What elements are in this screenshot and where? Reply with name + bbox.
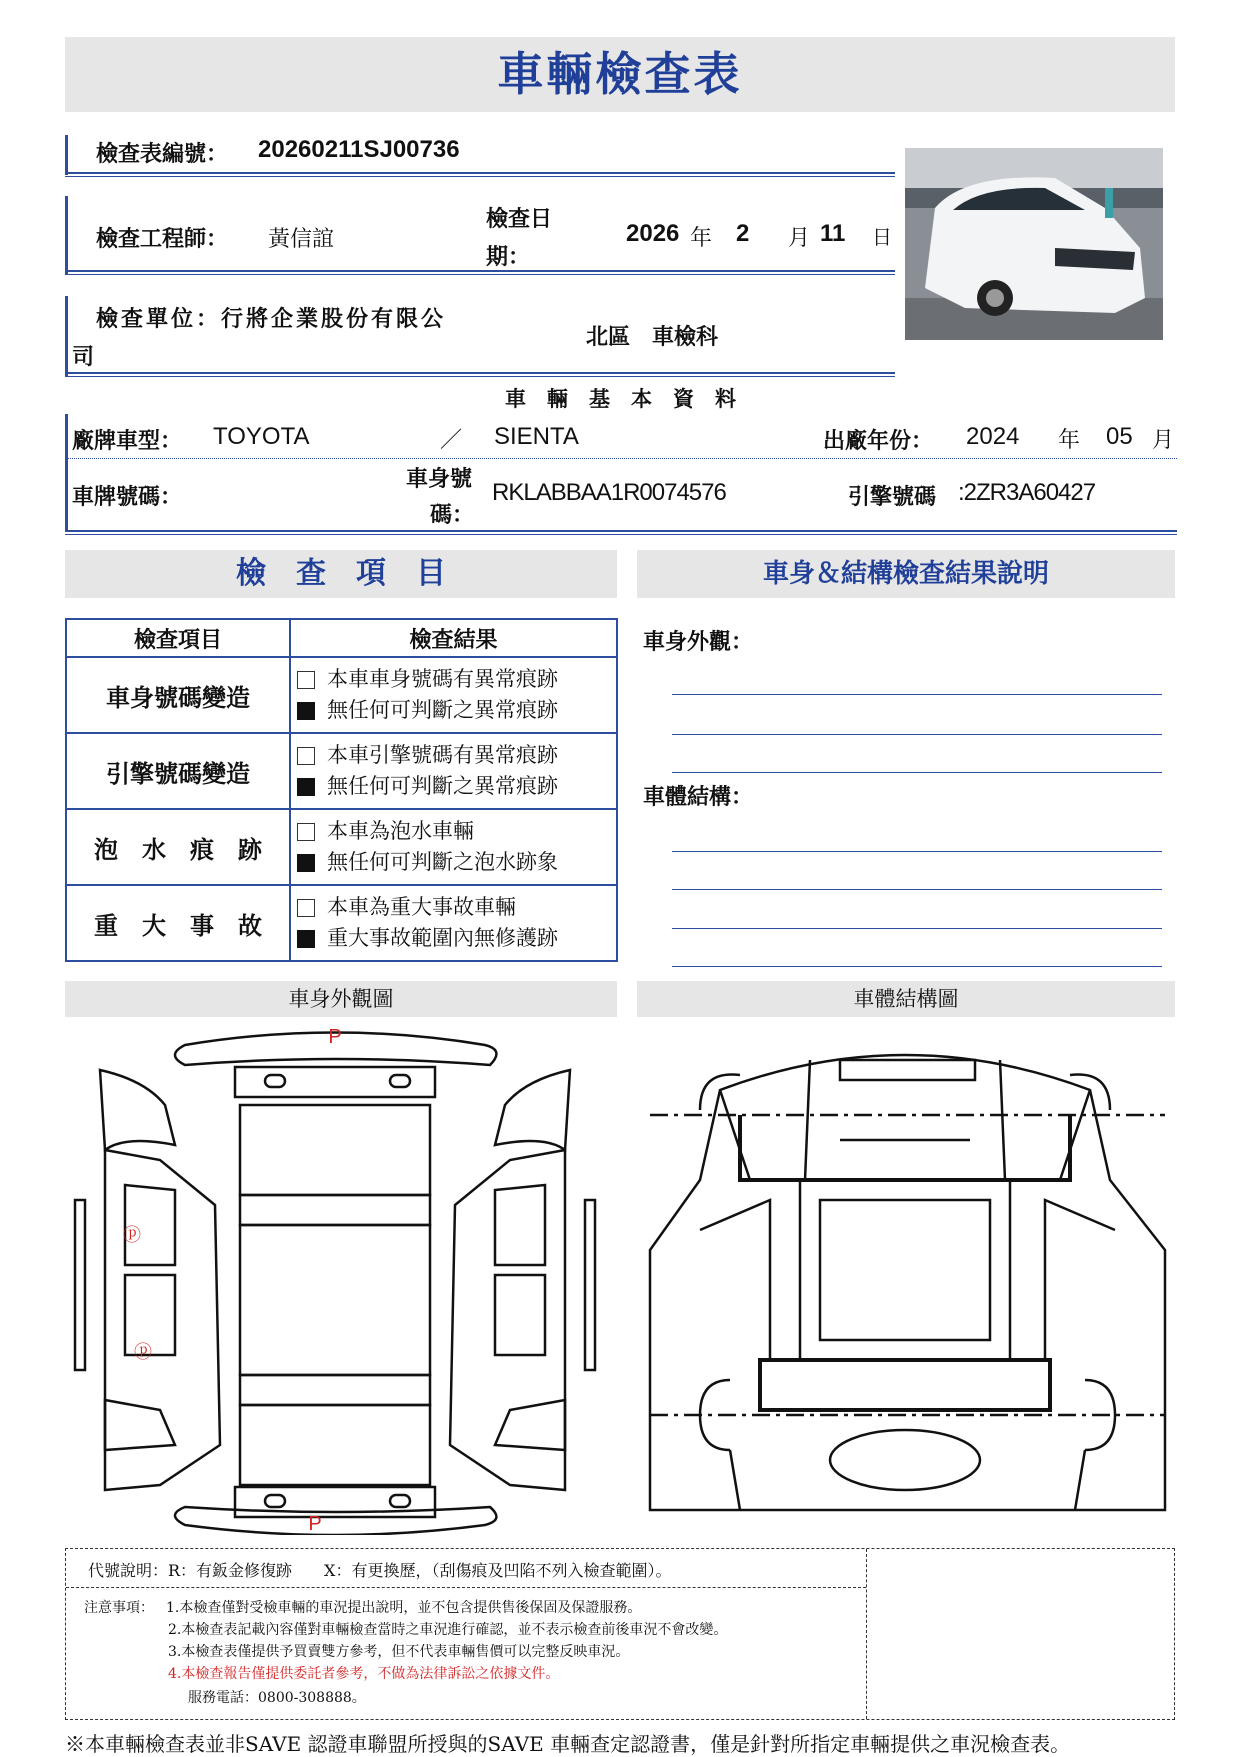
checkbox-checked[interactable] bbox=[297, 930, 315, 948]
divider bbox=[65, 172, 895, 174]
table-row: 重 大 事 故 本車為重大事故車輛 重大事故範圍內無修護跡 bbox=[66, 885, 617, 961]
date-year: 2026 bbox=[626, 220, 680, 247]
make-separator: ／ bbox=[440, 428, 463, 453]
structure-diagram-header bbox=[637, 981, 1175, 1017]
result-section-title: 車身＆結構檢查結果說明 bbox=[762, 559, 1049, 589]
note-item-warning: 4.本檢查報告僅提供委託者參考，不做為法律訴訟之依據文件。 bbox=[168, 1666, 560, 1682]
row-item: 車身號碼變造 bbox=[106, 683, 250, 712]
exterior-label: 車身外觀： bbox=[643, 630, 754, 655]
divider bbox=[65, 270, 895, 272]
year-label: 出廠年份： bbox=[823, 429, 934, 454]
mfg-year: 2024 bbox=[966, 423, 1020, 450]
date-month-unit: 月 bbox=[788, 226, 811, 251]
checkbox-checked[interactable] bbox=[297, 702, 315, 720]
divider bbox=[65, 274, 895, 275]
engineer-label: 檢查工程師： bbox=[96, 227, 229, 252]
date-day-unit: 日 bbox=[872, 225, 892, 249]
unit-row bbox=[65, 296, 898, 376]
mark-p-small: ⓟ bbox=[123, 1225, 141, 1246]
divider bbox=[866, 1549, 867, 1719]
form-no-label: 檢查表編號： bbox=[96, 142, 229, 167]
checkbox[interactable] bbox=[297, 747, 315, 765]
vin-label-1: 車身號 bbox=[406, 467, 473, 492]
mfg-month: 05 bbox=[1106, 423, 1133, 450]
mark-p-upper: P bbox=[328, 1026, 342, 1048]
divider bbox=[65, 176, 895, 177]
structure-diagram[interactable] bbox=[640, 1030, 1175, 1530]
note-line bbox=[672, 889, 1162, 890]
divider bbox=[65, 530, 1177, 532]
table-row: 引擎號碼變造 本車引擎號碼有異常痕跡 無任何可判斷之異常痕跡 bbox=[66, 733, 617, 809]
form-no: 20260211SJ00736 bbox=[258, 136, 460, 163]
form-no-row bbox=[65, 135, 898, 175]
note-item: 1.本檢查僅對受檢車輛的車況提出說明，並不包含提供售後保固及保證服務。 bbox=[166, 1600, 642, 1616]
plate-label: 車牌號碼： bbox=[72, 485, 183, 510]
note-line bbox=[672, 851, 1162, 852]
model: SIENTA bbox=[494, 423, 579, 450]
row-item: 重 大 事 故 bbox=[94, 911, 262, 940]
engineer-name: 黃信誼 bbox=[268, 227, 335, 252]
checkbox-checked[interactable] bbox=[297, 778, 315, 796]
divider bbox=[65, 534, 1177, 535]
date-label-1: 檢查日 bbox=[486, 207, 553, 232]
date-month: 2 bbox=[736, 220, 750, 247]
unit-label-1: 檢查單位：行將企業股份有限公 bbox=[96, 307, 447, 332]
note-line bbox=[672, 928, 1162, 929]
engine-no: :2ZR3A60427 bbox=[958, 479, 1096, 506]
note-line bbox=[672, 772, 1162, 773]
checkbox[interactable] bbox=[297, 823, 315, 841]
table-row: 車身號碼變造 本車車身號碼有異常痕跡 無任何可判斷之異常痕跡 bbox=[66, 657, 617, 733]
make-label: 廠牌車型： bbox=[72, 429, 183, 454]
row-item: 引擎號碼變造 bbox=[106, 759, 250, 788]
note-line bbox=[672, 694, 1162, 695]
title-bar bbox=[65, 37, 1175, 112]
footer-note: ※本車輛檢查表並非SAVE 認證車聯盟所授與的SAVE 車輛查定認證書，僅是針對所指定車輛提供之車況檢查表。 bbox=[65, 1732, 1071, 1756]
exterior-diagram[interactable] bbox=[65, 1025, 617, 1535]
checkbox-checked[interactable] bbox=[297, 854, 315, 872]
basic-data-title: 車 輛 基 本 資 料 bbox=[505, 387, 736, 411]
make: TOYOTA bbox=[213, 423, 310, 450]
mark-p-lower: P bbox=[308, 1513, 322, 1535]
checkbox[interactable] bbox=[297, 899, 315, 917]
table-head-item: 檢查項目 bbox=[66, 619, 290, 657]
exterior-diagram-title: 車身外觀圖 bbox=[288, 987, 394, 1011]
vin-label-2: 碼： bbox=[430, 503, 475, 528]
basic-data-box bbox=[65, 414, 1180, 532]
vin: RKLABBAA1R0074576 bbox=[492, 479, 726, 506]
note-line bbox=[672, 966, 1162, 967]
mfg-month-unit: 月 bbox=[1152, 428, 1175, 453]
engine-label: 引擎號碼 bbox=[848, 485, 937, 510]
note-item: 3.本檢查表僅提供予買賣雙方參考，但不代表車輛售價可以完整反映車況。 bbox=[168, 1644, 630, 1660]
note-item: 2.本檢查表記載內容僅對車輛檢查當時之車況進行確認，並不表示檢查前後車況不會改變。 bbox=[168, 1622, 728, 1638]
inspect-section-header bbox=[65, 550, 617, 598]
car-photo bbox=[905, 148, 1163, 340]
inspection-table bbox=[65, 618, 618, 962]
notes-box bbox=[65, 1548, 1175, 1720]
divider bbox=[65, 458, 1177, 459]
page-title: 車輛檢查表 bbox=[497, 47, 743, 101]
structure-diagram-title: 車體結構圖 bbox=[853, 987, 959, 1011]
checkbox[interactable] bbox=[297, 671, 315, 689]
notes-title: 注意事項： bbox=[84, 1600, 154, 1616]
result-section-header bbox=[637, 550, 1175, 598]
divider bbox=[65, 376, 895, 377]
table-row: 泡 水 痕 跡 本車為泡水車輛 無任何可判斷之泡水跡象 bbox=[66, 809, 617, 885]
note-line bbox=[672, 734, 1162, 735]
unit-label-2: 司 bbox=[72, 345, 95, 370]
mark-p-small: ⓟ bbox=[134, 1342, 152, 1363]
inspect-section-title: 檢 查 項 目 bbox=[236, 556, 446, 591]
divider bbox=[66, 1587, 866, 1588]
unit-dept: 北區 車檢科 bbox=[586, 325, 719, 350]
date-label-2: 期： bbox=[486, 245, 531, 270]
row-item: 泡 水 痕 跡 bbox=[94, 835, 262, 864]
legend: 代號說明：R：有鈑金修復跡 X：有更換歷，（刮傷痕及凹陷不列入檢查範圍）。 bbox=[88, 1561, 672, 1580]
mfg-year-unit: 年 bbox=[1058, 428, 1081, 453]
date-day: 11 bbox=[820, 220, 846, 247]
service-phone: 服務電話：0800-308888。 bbox=[188, 1690, 366, 1706]
engineer-row bbox=[65, 196, 898, 274]
table-head-result: 檢查結果 bbox=[290, 619, 617, 657]
exterior-diagram-header bbox=[65, 981, 617, 1017]
structure-label: 車體結構： bbox=[643, 785, 754, 810]
divider bbox=[65, 372, 895, 374]
date-year-unit: 年 bbox=[690, 226, 713, 251]
